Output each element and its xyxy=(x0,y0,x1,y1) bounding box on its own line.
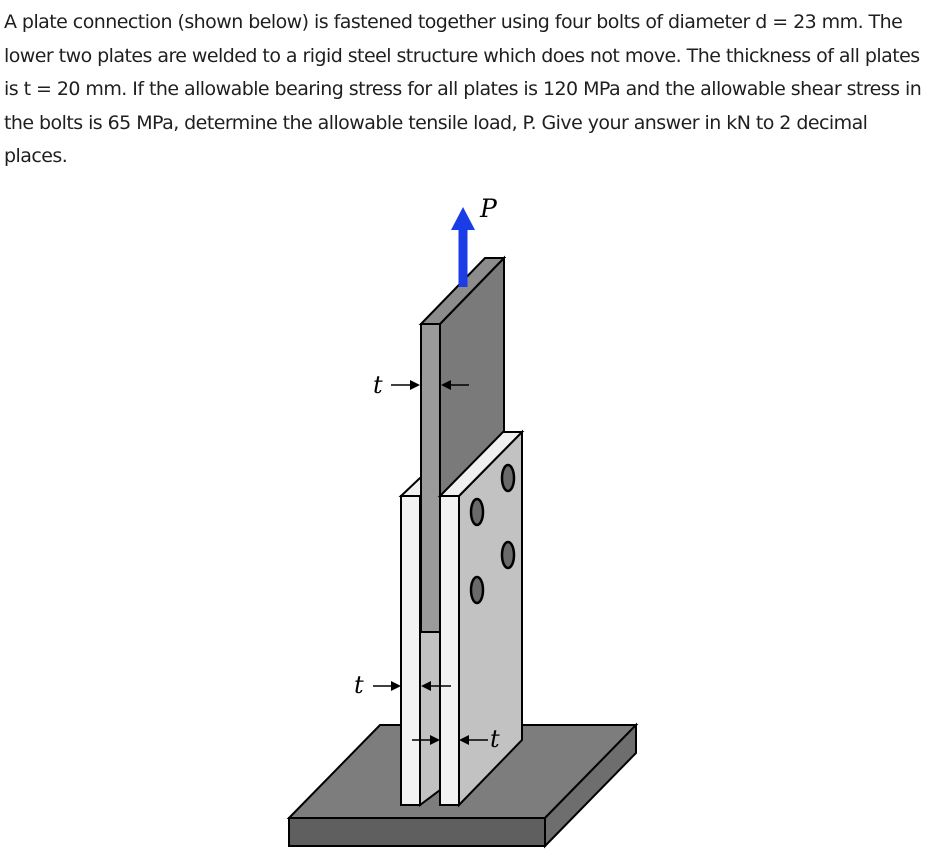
thickness-label-upper: t xyxy=(373,371,383,399)
problem-statement: A plate connection (shown below) is fastened together using four bolts of diameter d = 23 mm. The lower two plates are welded to a rigid steel structure which does not move. The thickness of all plates is t = 20 mm. If the allowable bearing stress for all plates is 120 MPa and the allowable shear stress in the bolts is 65 MPa, determine the allowable tensile load, P. Give your answer in kN to 2 decimal places. xyxy=(4,11,922,167)
bolt-hole xyxy=(471,499,483,525)
bolt-hole xyxy=(471,577,483,603)
front-plate-edge xyxy=(440,496,459,805)
back-plate-edge xyxy=(401,496,420,805)
thickness-label-lower-left: t xyxy=(354,671,364,699)
top-plate-edge xyxy=(421,324,440,632)
bolt-hole xyxy=(502,465,514,491)
bolt-hole xyxy=(502,542,514,568)
base-front-face xyxy=(289,818,545,846)
load-label-p: P xyxy=(480,194,497,223)
thickness-label-lower-right: t xyxy=(490,725,500,753)
load-arrow-head xyxy=(451,207,475,230)
